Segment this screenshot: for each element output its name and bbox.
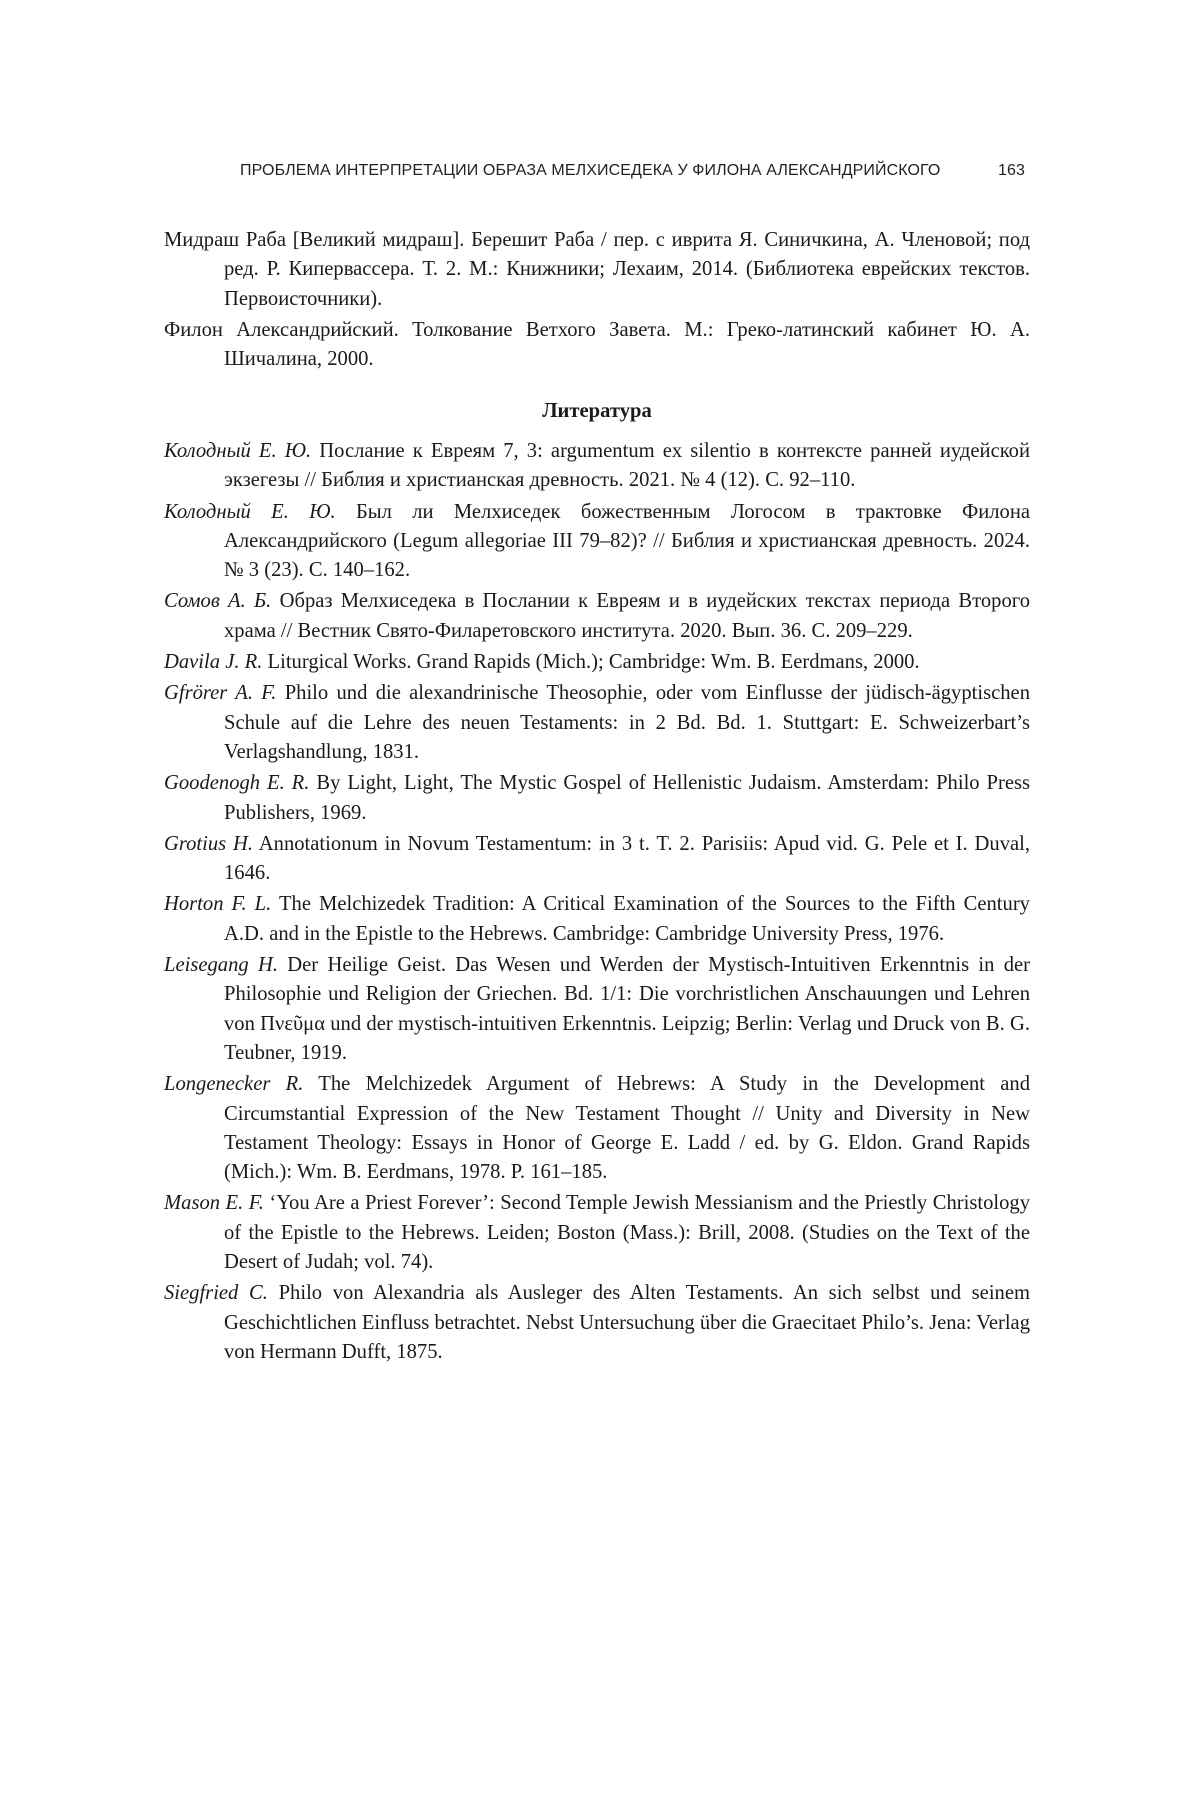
bibliography-entry [164,587,1030,646]
bibliography-entry [164,679,1030,767]
entry-author: Mason E. F. [164,1192,264,1215]
entry-author: Siegfried C. [164,1282,268,1305]
entry-text: Liturgical Works. Grand Rapids (Mich.); Cambridge: Wm. B. Eerdmans, 2000. [262,651,920,674]
bibliography-entry [164,890,1030,949]
entry-text: The Melchizedek Argument of Hebrews: A Study in the Development and Circumstantial Expression of the New Testament Thought // Unity and Diversity in New Testament Theology: Essays in Honor of George E. Ladd / ed. by G. Eldon. Grand Rapids (Mich.): Wm. B. Eerdmans, 1978. P. 161–185. [224,1073,1030,1184]
entry-text: ‘You Are a Priest Forever’: Second Temple Jewish Messianism and the Priestly Christology of the Epistle to the Hebrews. Leiden; Boston (Mass.): Brill, 2008. (Studies on the Text of the Desert of Judah; vol. 74). [224,1192,1030,1274]
entry-author: Davila J. R. [164,651,263,674]
bibliography-entry [164,1189,1030,1277]
entry-author: Leisegang H. [164,954,278,977]
entry-text: Der Heilige Geist. Das Wesen und Werden der Mystisch-Intuitiven Erkenntnis in der Philosophie und Religion der Griechen. Bd. 1/1: Die vorchristlichen Anschauungen und Lehren von Πνεῦμα und der mystisch-intuitiven Erkenntnis. Leipzig; Berlin: Verlag und Druck von B. G. Teubner, 1919. [224,954,1030,1064]
entry-text: Мидраш Раба [Великий мидраш]. Берешит Раба / пер. с иврита Я. Синичкина, А. Членовой; под ред. Р. Кипервассера. Т. 2. М.: Книжники; Лехаим, 2014. (Библиотека еврейских текстов. Первоисточники). [164,229,1030,310]
running-head [240,160,1040,184]
entry-text: Послание к Евреям 7, 3: argumentum ex silentio в контексте ранней иудейской экзегезы // Библия и христианская древность. 2021. № 4 (12). С. 92–110. [224,440,1030,492]
bibliography-entry [164,648,1030,677]
running-title: ПРОБЛЕМА ИНТЕРПРЕТАЦИИ ОБРАЗА МЕЛХИСЕДЕКА У ФИЛОНА АЛЕКСАНДРИЙСКОГО [240,162,941,179]
entry-author: Колодный Е. Ю. [164,440,312,462]
entry-text: Был ли Мелхиседек божественным Логосом в трактовке Филона Александрийского (Legum allegoriae III 79–82)? // Библия и христианская древность. 2024. № 3 (23). С. 140–162. [224,500,1030,582]
bibliography-entry [164,951,1030,1068]
entry-author: Longenecker R. [164,1073,304,1096]
entry-text: Annotationum in Novum Testamentum: in 3 t. T. 2. Parisiis: Apud vid. G. Pele et I. Duval, 1646. [224,832,1031,885]
bibliography-entry [164,1279,1030,1367]
sources-list [164,226,1030,376]
entry-author: Сомов А. Б. [164,590,272,613]
entry-text: By Light, Light, The Mystic Gospel of Hellenistic Judaism. Amsterdam: Philo Press Publishers, 1969. [224,772,1031,824]
entry-author: Horton F. L. [164,893,272,916]
entry-author: Grotius H. [164,832,254,855]
bibliography-entry [164,830,1030,889]
literature-list [164,437,1030,1369]
entry-text: Philo und die alexandrinische Theosophie, oder vom Einflusse der jüdisch-ägyptischen Schule auf die Lehre des neuen Testaments: in 2 Bd. Bd. 1. Stuttgart: E. Schweizerbart’s Verlagshandlung, 1831. [224,682,1030,763]
bibliography-entry [164,769,1030,828]
entry-author: Gfrörer A. F. [164,682,277,705]
source-entry [164,226,1030,314]
page-number: 163 [998,162,1025,179]
entry-text: Образ Мелхиседека в Послании к Евреям и в иудейских текстах периода Второго храма // Вестник Свято-Филаретовского института. 2020. Вып. 36. С. 209–229. [224,590,1030,642]
bibliography-entry [164,437,1030,496]
entry-text: Philo von Alexandria als Ausleger des Alten Testaments. An sich selbst und seinem Geschichtlichen Einfluss betrachtet. Nebst Untersuchung über die Graecitaet Philo’s. Jena: Verlag von Hermann Dufft, 1875. [224,1282,1030,1363]
source-entry [164,316,1030,375]
literature-heading: Литература [542,400,652,422]
bibliography-entry [164,498,1030,586]
entry-author: Goodenogh E. R. [164,772,310,795]
bibliography-entry [164,1070,1030,1187]
entry-text: Филон Александрийский. Толкование Ветхого Завета. М.: Греко-латинский кабинет Ю. А. Шичалина, 2000. [164,318,1030,371]
entry-author: Колодный Е. Ю. [164,500,336,523]
entry-text: The Melchizedek Tradition: A Critical Examination of the Sources to the Fifth Century A.D. and in the Epistle to the Hebrews. Cambridge: Cambridge University Press, 1976. [224,893,1030,945]
